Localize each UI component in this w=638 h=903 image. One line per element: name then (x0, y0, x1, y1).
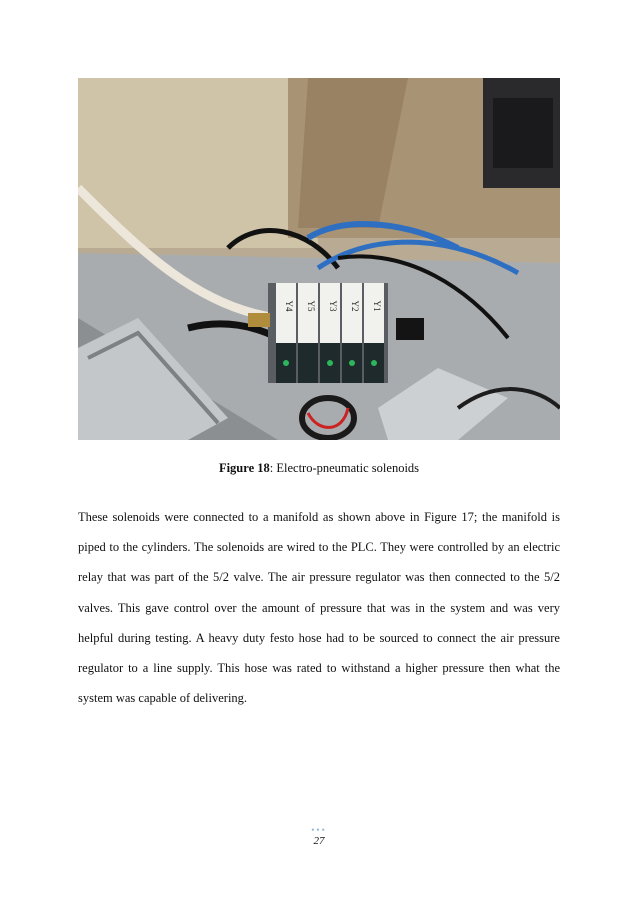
solenoid-label-4: Y2 (350, 300, 360, 312)
solenoid-label-5: Y1 (372, 300, 382, 312)
solenoid-photo-illustration (78, 78, 560, 440)
page-footer (0, 826, 638, 848)
figure-caption-text: : Electro-pneumatic solenoids (269, 461, 420, 475)
body-paragraph (78, 502, 560, 713)
solenoid-valves (276, 283, 384, 383)
figure-photo (78, 78, 560, 440)
body-text: These solenoids were connected to a manifold as shown above in Figure 17; the manifold is piped to the cylinders. The solenoids are wired to the PLC. They were controlled by an electric relay that was part of the 5/2 valve. The air pressure regulator was then connected to the 5/2 valves. This gave control over the amount of pressure that was in the system and was very helpful during testing. A heavy duty festo hose had to be sourced to connect the air pressure regulator to a line supply. This hose was rated to withstand a higher pressure then what the system was capable of delivering. (78, 510, 560, 706)
footer-dots: ••• (311, 825, 327, 835)
solenoid-label-1: Y4 (284, 300, 294, 312)
solenoid-label-2: Y5 (306, 300, 316, 312)
page-number: 27 (313, 835, 325, 847)
solenoid-label-3: Y3 (328, 300, 338, 312)
figure-caption (0, 461, 638, 476)
figure-label: Figure 18 (218, 461, 270, 475)
